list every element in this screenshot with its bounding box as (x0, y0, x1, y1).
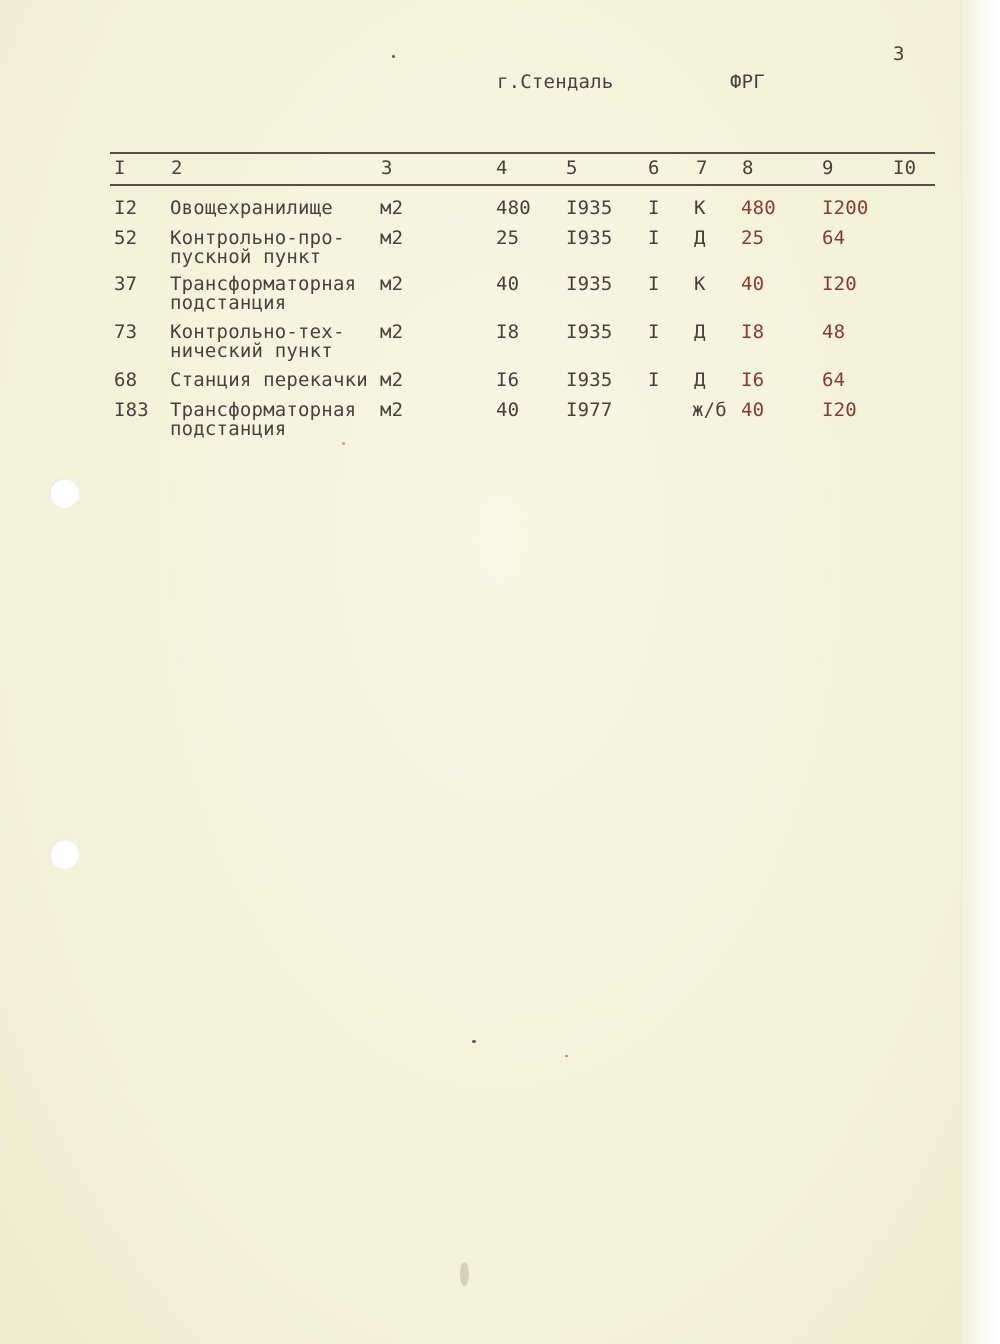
table-cell-number: 37 (114, 273, 138, 295)
table-cell-name: Контрольно-про- (170, 227, 345, 249)
table-cell-material: Д (694, 321, 706, 343)
table-cell-name-continued: подстанция (170, 418, 287, 440)
paper-speck (472, 1040, 476, 1043)
table-cell-col9: I20 (822, 399, 857, 421)
table-cell-number: 73 (114, 321, 138, 343)
table-cell-name: Контрольно-тех- (170, 321, 345, 343)
column-header-5: 5 (566, 157, 578, 179)
punch-hole-top (49, 478, 79, 508)
table-cell-area: 40 (496, 399, 520, 421)
table-cell-unit: м2 (380, 321, 404, 343)
paper-speck (342, 442, 345, 445)
column-header-7: 7 (696, 157, 708, 179)
page-edge (961, 0, 1000, 1344)
table-cell-area: I6 (496, 369, 520, 391)
table-cell-unit: м2 (380, 227, 404, 249)
table-cell-unit: м2 (380, 369, 404, 391)
column-header-10: I0 (893, 157, 917, 179)
table-cell-number: I2 (114, 197, 138, 219)
column-header-9: 9 (822, 157, 834, 179)
table-cell-name-continued: подстанция (170, 292, 287, 314)
column-header-1: I (114, 157, 126, 179)
table-cell-col9: 48 (822, 321, 846, 343)
column-header-4: 4 (496, 157, 508, 179)
table-cell-category: I (648, 369, 660, 391)
table-cell-name-continued: нический пункт (170, 340, 333, 362)
paper-speck (392, 55, 395, 58)
table-cell-col9: I20 (822, 273, 857, 295)
table-cell-number: 52 (114, 227, 138, 249)
paper-speck (565, 1055, 568, 1057)
table-cell-col8: 480 (741, 197, 776, 219)
table-cell-category: I (648, 197, 660, 219)
header-country: ФРГ (730, 71, 765, 93)
table-cell-area: 480 (496, 197, 531, 219)
table-cell-year: I935 (566, 197, 613, 219)
column-header-8: 8 (742, 157, 754, 179)
table-cell-col9: 64 (822, 227, 846, 249)
table-cell-material: Д (694, 369, 706, 391)
table-cell-col8: 40 (741, 273, 765, 295)
table-cell-name: Станция перекачки (170, 369, 368, 391)
table-cell-col8: 40 (741, 399, 765, 421)
table-cell-material: К (694, 197, 706, 219)
table-cell-year: I935 (566, 273, 613, 295)
table-cell-col9: 64 (822, 369, 846, 391)
table-cell-area: 25 (496, 227, 520, 249)
page-number: 3 (893, 43, 905, 65)
table-cell-category: I (648, 227, 660, 249)
paper-stain (460, 1262, 469, 1286)
column-header-2: 2 (171, 157, 183, 179)
table-cell-number: I83 (114, 399, 149, 421)
table-cell-area: I8 (496, 321, 520, 343)
table-rule-top (110, 152, 935, 154)
table-cell-year: I935 (566, 227, 613, 249)
column-header-3: 3 (381, 157, 393, 179)
table-cell-col9: I200 (822, 197, 869, 219)
table-cell-name-continued: пускной пункт (170, 246, 322, 268)
table-cell-unit: м2 (380, 273, 404, 295)
table-cell-year: I935 (566, 369, 613, 391)
table-cell-material: К (694, 273, 706, 295)
table-cell-material: Д (694, 227, 706, 249)
table-cell-category: I (648, 321, 660, 343)
table-cell-name: Овощехранилище (170, 197, 333, 219)
table-cell-year: I977 (566, 399, 613, 421)
table-cell-col8: 25 (741, 227, 765, 249)
table-cell-unit: м2 (380, 399, 404, 421)
table-cell-area: 40 (496, 273, 520, 295)
table-cell-unit: м2 (380, 197, 404, 219)
table-cell-year: I935 (566, 321, 613, 343)
header-city: г.Стендаль (497, 71, 614, 93)
table-cell-material: ж/б (692, 399, 727, 421)
table-cell-number: 68 (114, 369, 138, 391)
column-header-6: 6 (648, 157, 660, 179)
table-cell-category: I (648, 273, 660, 295)
table-cell-col8: I8 (741, 321, 765, 343)
table-cell-name: Трансформаторная (170, 273, 357, 295)
table-cell-col8: I6 (741, 369, 765, 391)
punch-hole-bottom (49, 839, 79, 869)
table-cell-name: Трансформаторная (170, 399, 357, 421)
table-rule-bottom (110, 184, 935, 186)
